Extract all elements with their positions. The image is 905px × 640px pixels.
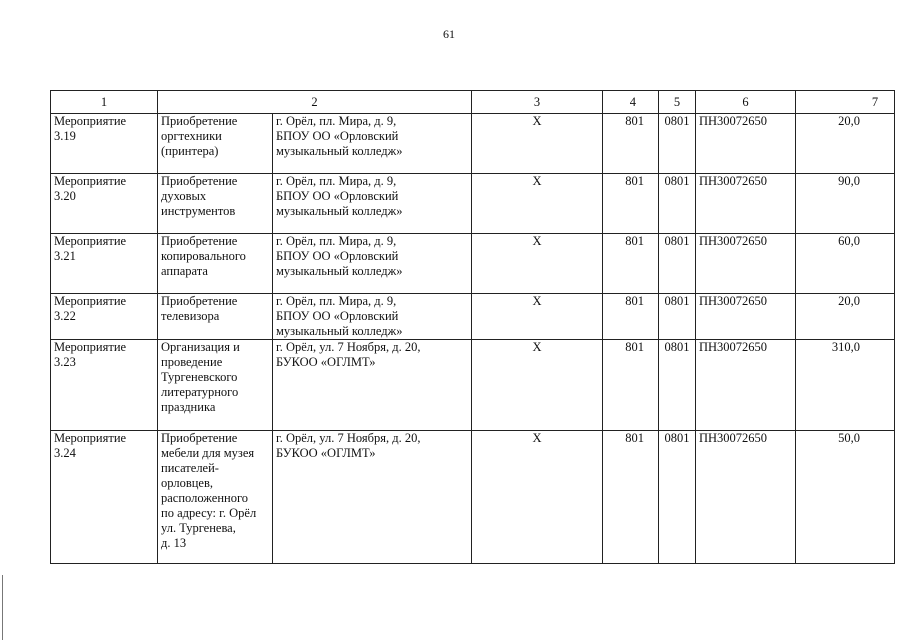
- name-cell: [158, 114, 273, 174]
- col7-cell-text: 90,0: [838, 174, 860, 188]
- col3-cell: [472, 431, 603, 564]
- col4-cell-text: 801: [625, 174, 644, 188]
- col4-cell: [603, 294, 659, 340]
- event-cell: [51, 174, 158, 234]
- col7-cell: [796, 340, 895, 431]
- col5-cell-text: 0801: [664, 174, 690, 188]
- event-cell-text: Мероприятие 3.20: [54, 174, 127, 203]
- col4-cell-text: 801: [625, 340, 644, 354]
- address-cell-text: г. Орёл, пл. Мира, д. 9, БПОУ ОО «Орловский музыкальный колледж»: [276, 114, 403, 158]
- header-cell-3: 3: [472, 91, 603, 114]
- col4-cell-text: 801: [625, 294, 644, 308]
- col7-cell-text: 50,0: [838, 431, 860, 445]
- name-cell: [158, 431, 273, 564]
- address-cell: [273, 431, 472, 564]
- col6-cell-text: ПН30072650: [699, 234, 768, 248]
- col4-cell-text: 801: [625, 431, 644, 445]
- event-cell-text: Мероприятие 3.23: [54, 340, 127, 369]
- address-cell-text: г. Орёл, ул. 7 Ноября, д. 20, БУКОО «ОГЛМТ»: [276, 431, 421, 460]
- col3-cell-text: X: [532, 294, 542, 308]
- col5-cell-text: 0801: [664, 114, 690, 128]
- col4-cell-text: 801: [625, 114, 644, 128]
- name-cell: [158, 340, 273, 431]
- address-cell-text: г. Орёл, ул. 7 Ноября, д. 20, БУКОО «ОГЛМТ»: [276, 340, 421, 369]
- address-cell: [273, 174, 472, 234]
- header-cell-2: 2: [158, 91, 472, 114]
- col3-cell: [472, 234, 603, 294]
- col3-cell: [472, 174, 603, 234]
- event-cell-text: Мероприятие 3.19: [54, 114, 127, 143]
- col6-cell: [696, 294, 796, 340]
- col5-cell: [659, 294, 696, 340]
- col6-cell-text: ПН30072650: [699, 340, 768, 354]
- header-cell-4: 4: [603, 91, 659, 114]
- header-cell-1: 1: [51, 91, 158, 114]
- col6-cell: [696, 114, 796, 174]
- col6-cell-text: ПН30072650: [699, 114, 768, 128]
- address-cell-text: г. Орёл, пл. Мира, д. 9, БПОУ ОО «Орловский музыкальный колледж»: [276, 174, 403, 218]
- col4-cell: [603, 174, 659, 234]
- col5-cell-text: 0801: [664, 340, 690, 354]
- scan-edge-line: [2, 575, 3, 640]
- col6-cell: [696, 174, 796, 234]
- col3-cell: [472, 294, 603, 340]
- header-cell-6: 6: [696, 91, 796, 114]
- col7-cell: [796, 234, 895, 294]
- header-cell-7: 7: [796, 91, 895, 114]
- col7-cell: [796, 294, 895, 340]
- col3-cell-text: X: [532, 431, 542, 445]
- name-cell-text: Приобретение телевизора: [161, 294, 238, 323]
- name-cell-text: Приобретение оргтехники (принтера): [161, 114, 238, 158]
- event-cell-text: Мероприятие 3.22: [54, 294, 127, 323]
- address-cell: [273, 294, 472, 340]
- event-cell: [51, 294, 158, 340]
- name-cell-text: Организация и проведение Тургеневского литературного праздника: [161, 340, 240, 414]
- col4-cell: [603, 340, 659, 431]
- col6-cell: [696, 234, 796, 294]
- col6-cell: [696, 431, 796, 564]
- col7-cell-text: 310,0: [831, 340, 860, 354]
- name-cell-text: Приобретение копировального аппарата: [161, 234, 246, 278]
- col6-cell-text: ПН30072650: [699, 294, 768, 308]
- col7-cell-text: 20,0: [838, 294, 860, 308]
- col3-cell-text: X: [532, 174, 542, 188]
- table-row: [51, 174, 895, 234]
- budget-table: [50, 90, 895, 564]
- col5-cell-text: 0801: [664, 431, 690, 445]
- col3-cell: [472, 114, 603, 174]
- table-row: [51, 294, 895, 340]
- name-cell: [158, 294, 273, 340]
- col4-cell: [603, 114, 659, 174]
- address-cell: [273, 234, 472, 294]
- col5-cell: [659, 174, 696, 234]
- table-row: [51, 114, 895, 174]
- col4-cell: [603, 234, 659, 294]
- address-cell-text: г. Орёл, пл. Мира, д. 9, БПОУ ОО «Орловский музыкальный колледж»: [276, 234, 403, 278]
- name-cell-text: Приобретение мебели для музея писателей- орловцев, расположенного по адресу: г. Орёл ул. Тургенева, д. 13: [161, 431, 257, 550]
- name-cell: [158, 174, 273, 234]
- event-cell-text: Мероприятие 3.21: [54, 234, 127, 263]
- name-cell-text: Приобретение духовых инструментов: [161, 174, 238, 218]
- col5-cell: [659, 234, 696, 294]
- table-row: [51, 234, 895, 294]
- table-row: [51, 431, 895, 564]
- event-cell: [51, 431, 158, 564]
- address-cell: [273, 114, 472, 174]
- col3-cell: [472, 340, 603, 431]
- col5-cell-text: 0801: [664, 234, 690, 248]
- col7-cell-text: 60,0: [838, 234, 860, 248]
- col7-cell: [796, 174, 895, 234]
- address-cell: [273, 340, 472, 431]
- name-cell: [158, 234, 273, 294]
- col4-cell-text: 801: [625, 234, 644, 248]
- col5-cell: [659, 340, 696, 431]
- table-body: [51, 91, 895, 564]
- col4-cell: [603, 431, 659, 564]
- header-cell-5: 5: [659, 91, 696, 114]
- col5-cell: [659, 431, 696, 564]
- page-number: 61: [443, 27, 455, 41]
- col6-cell-text: ПН30072650: [699, 174, 768, 188]
- col6-cell-text: ПН30072650: [699, 431, 768, 445]
- col7-cell-text: 20,0: [838, 114, 860, 128]
- event-cell: [51, 114, 158, 174]
- col7-cell: [796, 114, 895, 174]
- col5-cell: [659, 114, 696, 174]
- col7-cell: [796, 431, 895, 564]
- event-cell: [51, 340, 158, 431]
- col3-cell-text: X: [532, 114, 542, 128]
- col5-cell-text: 0801: [664, 294, 690, 308]
- event-cell: [51, 234, 158, 294]
- col6-cell: [696, 340, 796, 431]
- address-cell-text: г. Орёл, пл. Мира, д. 9, БПОУ ОО «Орловский музыкальный колледж»: [276, 294, 403, 338]
- header-row: [51, 91, 895, 114]
- table-row: [51, 340, 895, 431]
- col3-cell-text: X: [532, 234, 542, 248]
- event-cell-text: Мероприятие 3.24: [54, 431, 127, 460]
- col3-cell-text: X: [532, 340, 542, 354]
